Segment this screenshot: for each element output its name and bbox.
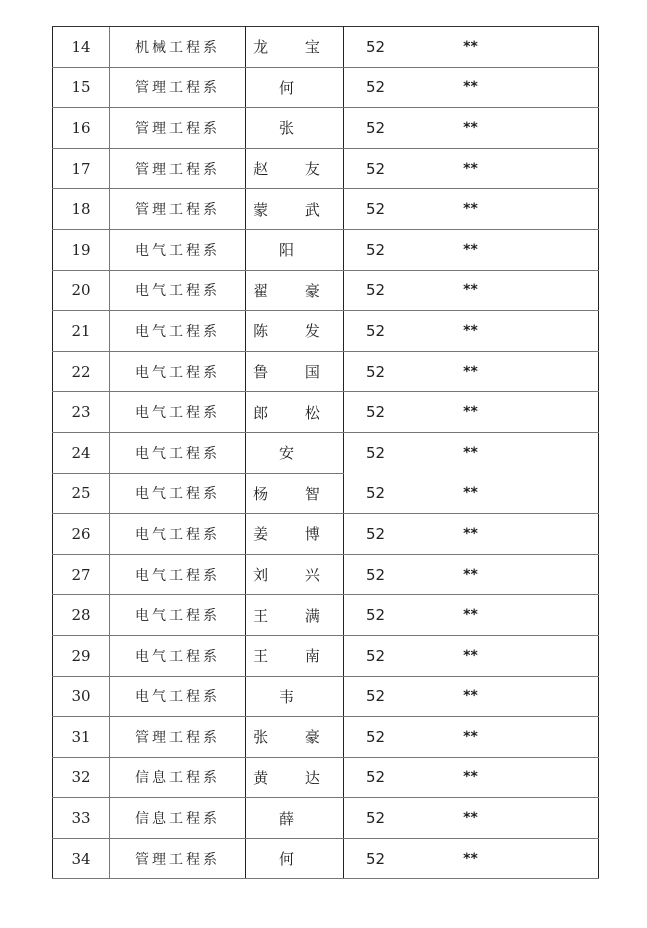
mark-cell: ** (407, 229, 534, 270)
table-row (53, 189, 599, 230)
score-cell: 52 (344, 717, 408, 758)
name-cell: 安 (246, 432, 344, 473)
mark-cell: ** (407, 717, 534, 758)
mark-cell: ** (407, 757, 534, 798)
mark-cell: ** (407, 554, 534, 595)
table-row (53, 229, 599, 270)
name-cell: 鲁 国 (246, 351, 344, 392)
department-cell: 电气工程系 (110, 432, 246, 473)
department-cell: 管理工程系 (110, 838, 246, 879)
name-cell: 何 (246, 67, 344, 108)
name-cell: 何 (246, 838, 344, 879)
table-row (53, 514, 599, 555)
department-cell: 电气工程系 (110, 514, 246, 555)
department-cell: 机械工程系 (110, 27, 246, 68)
blank-cell (534, 148, 599, 189)
blank-cell (534, 108, 599, 149)
row-number: 27 (53, 554, 110, 595)
blank-cell (534, 67, 599, 108)
name-cell: 翟 豪 (246, 270, 344, 311)
table-row (53, 676, 599, 717)
mark-cell: ** (407, 311, 534, 352)
table-row (53, 838, 599, 879)
score-cell: 52 (344, 798, 408, 839)
table-row (53, 148, 599, 189)
blank-cell (534, 473, 599, 514)
row-number: 28 (53, 595, 110, 636)
table-row (53, 798, 599, 839)
department-cell: 信息工程系 (110, 757, 246, 798)
mark-cell: ** (407, 108, 534, 149)
table-row (53, 108, 599, 149)
blank-cell (534, 676, 599, 717)
department-cell: 管理工程系 (110, 148, 246, 189)
table-row (53, 67, 599, 108)
department-cell: 电气工程系 (110, 595, 246, 636)
score-cell: 52 (344, 595, 408, 636)
name-cell: 韦 (246, 676, 344, 717)
blank-cell (534, 392, 599, 433)
blank-cell (534, 595, 599, 636)
table-row (53, 311, 599, 352)
table-row (53, 717, 599, 758)
name-cell: 阳 (246, 229, 344, 270)
blank-cell (534, 432, 599, 473)
score-cell: 52 (344, 27, 408, 68)
table-row (53, 27, 599, 68)
blank-cell (534, 270, 599, 311)
table-row (53, 554, 599, 595)
table-row (53, 270, 599, 311)
score-cell: 52 (344, 838, 408, 879)
blank-cell (534, 717, 599, 758)
department-cell: 电气工程系 (110, 554, 246, 595)
mark-cell: ** (407, 189, 534, 230)
mark-cell: ** (407, 27, 534, 68)
name-cell: 陈 发 (246, 311, 344, 352)
score-cell: 52 (344, 270, 408, 311)
department-cell: 电气工程系 (110, 229, 246, 270)
row-number: 30 (53, 676, 110, 717)
row-number: 22 (53, 351, 110, 392)
name-cell: 郎 松 (246, 392, 344, 433)
name-cell: 赵 友 (246, 148, 344, 189)
blank-cell (534, 514, 599, 555)
row-number: 25 (53, 473, 110, 514)
score-cell: 52 (344, 514, 408, 555)
score-table-body (53, 27, 599, 879)
row-number: 23 (53, 392, 110, 433)
table-row (53, 432, 599, 473)
score-cell: 52 (344, 351, 408, 392)
row-number: 34 (53, 838, 110, 879)
blank-cell (534, 798, 599, 839)
table-row (53, 757, 599, 798)
mark-cell: ** (407, 148, 534, 189)
table-row (53, 473, 599, 514)
department-cell: 电气工程系 (110, 311, 246, 352)
mark-cell: ** (407, 270, 534, 311)
row-number: 20 (53, 270, 110, 311)
row-number: 24 (53, 432, 110, 473)
score-cell: 52 (344, 757, 408, 798)
name-cell: 姜 博 (246, 514, 344, 555)
table-row (53, 595, 599, 636)
row-number: 17 (53, 148, 110, 189)
name-cell: 刘 兴 (246, 554, 344, 595)
row-number: 18 (53, 189, 110, 230)
row-number: 14 (53, 27, 110, 68)
score-cell: 52 (344, 311, 408, 352)
department-cell: 管理工程系 (110, 717, 246, 758)
blank-cell (534, 311, 599, 352)
blank-cell (534, 351, 599, 392)
row-number: 31 (53, 717, 110, 758)
blank-cell (534, 635, 599, 676)
mark-cell: ** (407, 635, 534, 676)
score-cell: 52 (344, 554, 408, 595)
name-cell: 张 (246, 108, 344, 149)
name-cell: 蒙 武 (246, 189, 344, 230)
blank-cell (534, 189, 599, 230)
row-number: 32 (53, 757, 110, 798)
department-cell: 管理工程系 (110, 189, 246, 230)
row-number: 29 (53, 635, 110, 676)
row-number: 16 (53, 108, 110, 149)
mark-cell: ** (407, 473, 534, 514)
department-cell: 电气工程系 (110, 473, 246, 514)
mark-cell: ** (407, 676, 534, 717)
blank-cell (534, 27, 599, 68)
department-cell: 电气工程系 (110, 392, 246, 433)
blank-cell (534, 757, 599, 798)
row-number: 26 (53, 514, 110, 555)
department-cell: 信息工程系 (110, 798, 246, 839)
name-cell: 张 豪 (246, 717, 344, 758)
mark-cell: ** (407, 838, 534, 879)
score-table-page (52, 26, 594, 879)
score-cell: 52 (344, 67, 408, 108)
mark-cell: ** (407, 514, 534, 555)
name-cell: 龙 宝 (246, 27, 344, 68)
score-cell: 52 (344, 148, 408, 189)
row-number: 19 (53, 229, 110, 270)
blank-cell (534, 229, 599, 270)
name-cell: 薛 (246, 798, 344, 839)
score-cell: 52 (344, 473, 408, 514)
table-row (53, 351, 599, 392)
mark-cell: ** (407, 351, 534, 392)
blank-cell (534, 554, 599, 595)
department-cell: 管理工程系 (110, 108, 246, 149)
mark-cell: ** (407, 67, 534, 108)
score-cell: 52 (344, 676, 408, 717)
name-cell: 王 满 (246, 595, 344, 636)
department-cell: 电气工程系 (110, 676, 246, 717)
table-row (53, 635, 599, 676)
score-cell: 52 (344, 392, 408, 433)
department-cell: 电气工程系 (110, 270, 246, 311)
blank-cell (534, 838, 599, 879)
department-cell: 管理工程系 (110, 67, 246, 108)
mark-cell: ** (407, 595, 534, 636)
name-cell: 王 南 (246, 635, 344, 676)
score-cell: 52 (344, 108, 408, 149)
row-number: 15 (53, 67, 110, 108)
score-cell: 52 (344, 189, 408, 230)
name-cell: 黄 达 (246, 757, 344, 798)
score-cell: 52 (344, 229, 408, 270)
department-cell: 电气工程系 (110, 635, 246, 676)
mark-cell: ** (463, 444, 478, 461)
mark-cell: ** (407, 392, 534, 433)
score-cell: 52 (365, 443, 386, 462)
mark-cell: ** (407, 798, 534, 839)
score-table (52, 26, 599, 879)
row-number: 33 (53, 798, 110, 839)
department-cell: 电气工程系 (110, 351, 246, 392)
table-row (53, 392, 599, 433)
row-number: 21 (53, 311, 110, 352)
score-cell: 52 (344, 635, 408, 676)
name-cell: 杨 智 (246, 473, 344, 514)
